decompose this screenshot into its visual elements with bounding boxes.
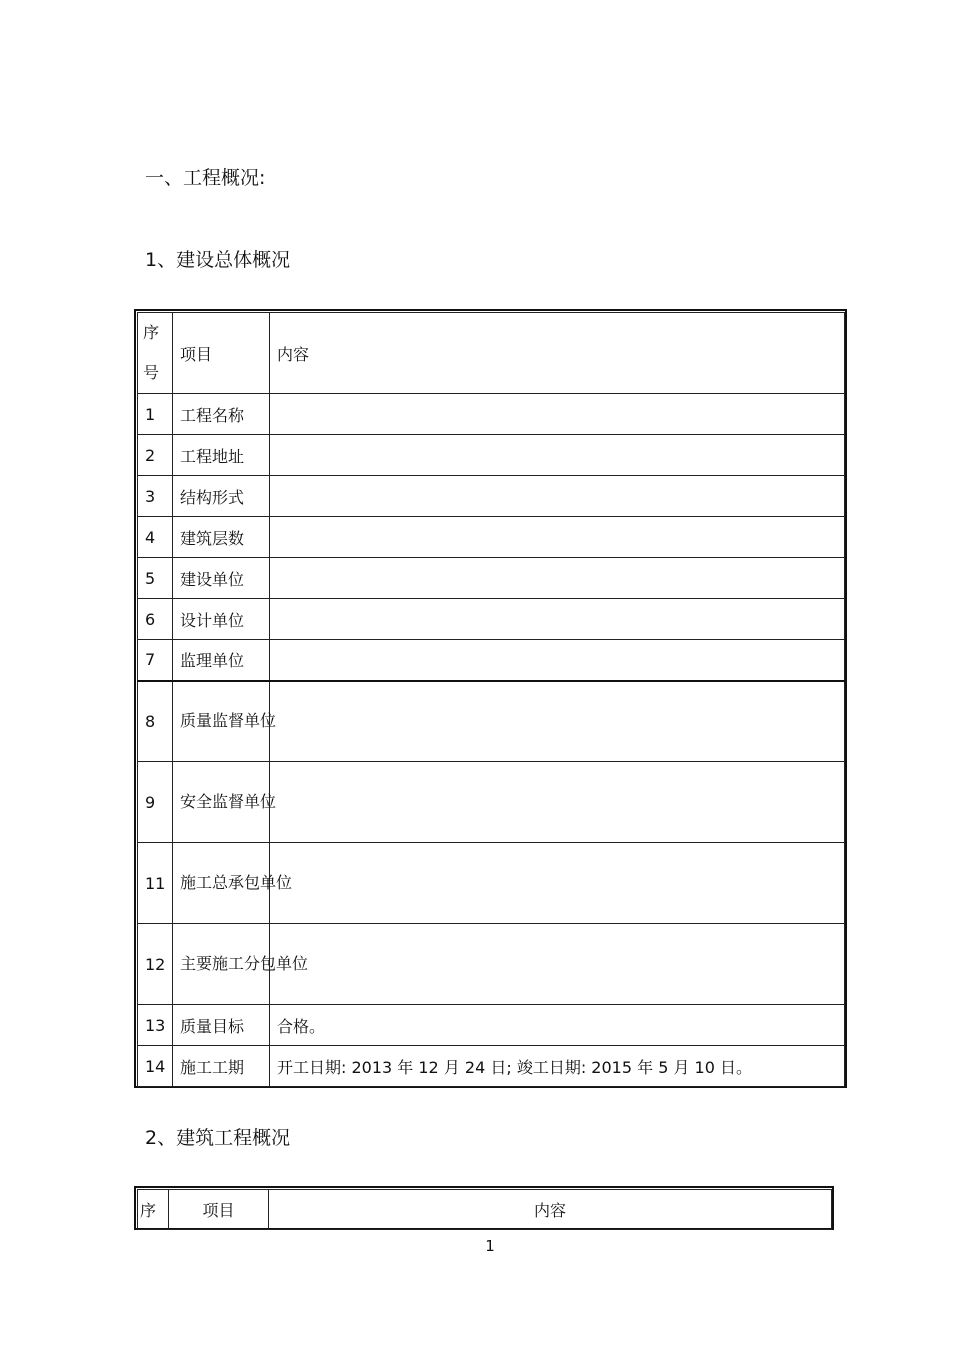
row-no: 14 <box>138 1046 173 1087</box>
table-row <box>138 640 845 681</box>
header-item: 项目 <box>169 1190 269 1230</box>
row-content <box>270 681 845 762</box>
row-content <box>270 558 845 599</box>
row-content <box>270 640 845 681</box>
row-item: 施工总承包单位 <box>173 843 270 924</box>
row-no: 4 <box>138 517 173 558</box>
row-content <box>270 517 845 558</box>
row-item: 监理单位 <box>173 640 270 681</box>
page-number: 1 <box>485 1237 495 1255</box>
row-item: 主要施工分包单位 <box>173 924 270 1005</box>
row-item: 结构形式 <box>173 476 270 517</box>
row-content <box>270 394 845 435</box>
row-item: 施工工期 <box>173 1046 270 1087</box>
row-item: 工程地址 <box>173 435 270 476</box>
row-content <box>270 476 845 517</box>
subsection-title-building: 2、建筑工程概况 <box>145 1127 291 1149</box>
table-row <box>138 435 845 476</box>
table-row <box>138 599 845 640</box>
row-item: 建设单位 <box>173 558 270 599</box>
row-no: 8 <box>138 681 173 762</box>
row-no: 13 <box>138 1005 173 1046</box>
row-content <box>270 762 845 843</box>
header-item: 项目 <box>173 313 270 394</box>
row-content: 开工日期: 2013 年 12 月 24 日; 竣工日期: 2015 年 5 月 10 日。 <box>270 1046 845 1087</box>
row-item: 安全监督单位 <box>173 762 270 843</box>
row-no: 1 <box>138 394 173 435</box>
row-no: 5 <box>138 558 173 599</box>
row-item: 工程名称 <box>173 394 270 435</box>
row-no: 12 <box>138 924 173 1005</box>
row-content <box>270 843 845 924</box>
row-content <box>270 924 845 1005</box>
row-content <box>270 599 845 640</box>
table-row <box>138 762 845 843</box>
table-row <box>138 681 845 762</box>
row-no: 11 <box>138 843 173 924</box>
building-overview-table <box>137 1189 832 1230</box>
table-row <box>138 1005 845 1046</box>
header-no: 序号 <box>138 313 173 394</box>
project-overview-table <box>137 312 845 1087</box>
row-no: 2 <box>138 435 173 476</box>
subsection-title-overview: 1、建设总体概况 <box>145 249 291 271</box>
table-header-row <box>138 313 845 394</box>
table-row <box>138 924 845 1005</box>
table-row <box>138 843 845 924</box>
table-row <box>138 394 845 435</box>
row-no: 9 <box>138 762 173 843</box>
header-content: 内容 <box>269 1190 832 1230</box>
row-content <box>270 435 845 476</box>
table-row <box>138 1046 845 1087</box>
row-no: 3 <box>138 476 173 517</box>
row-no: 6 <box>138 599 173 640</box>
header-no: 序 <box>138 1190 169 1230</box>
row-item: 质量监督单位 <box>173 681 270 762</box>
table-row <box>138 517 845 558</box>
table-row <box>138 558 845 599</box>
row-no: 7 <box>138 640 173 681</box>
table-header-row <box>138 1190 832 1230</box>
table-row <box>138 476 845 517</box>
row-content: 合格。 <box>270 1005 845 1046</box>
section-title: 一、工程概况: <box>145 167 266 189</box>
header-content: 内容 <box>270 313 845 394</box>
row-item: 设计单位 <box>173 599 270 640</box>
row-item: 建筑层数 <box>173 517 270 558</box>
row-item: 质量目标 <box>173 1005 270 1046</box>
